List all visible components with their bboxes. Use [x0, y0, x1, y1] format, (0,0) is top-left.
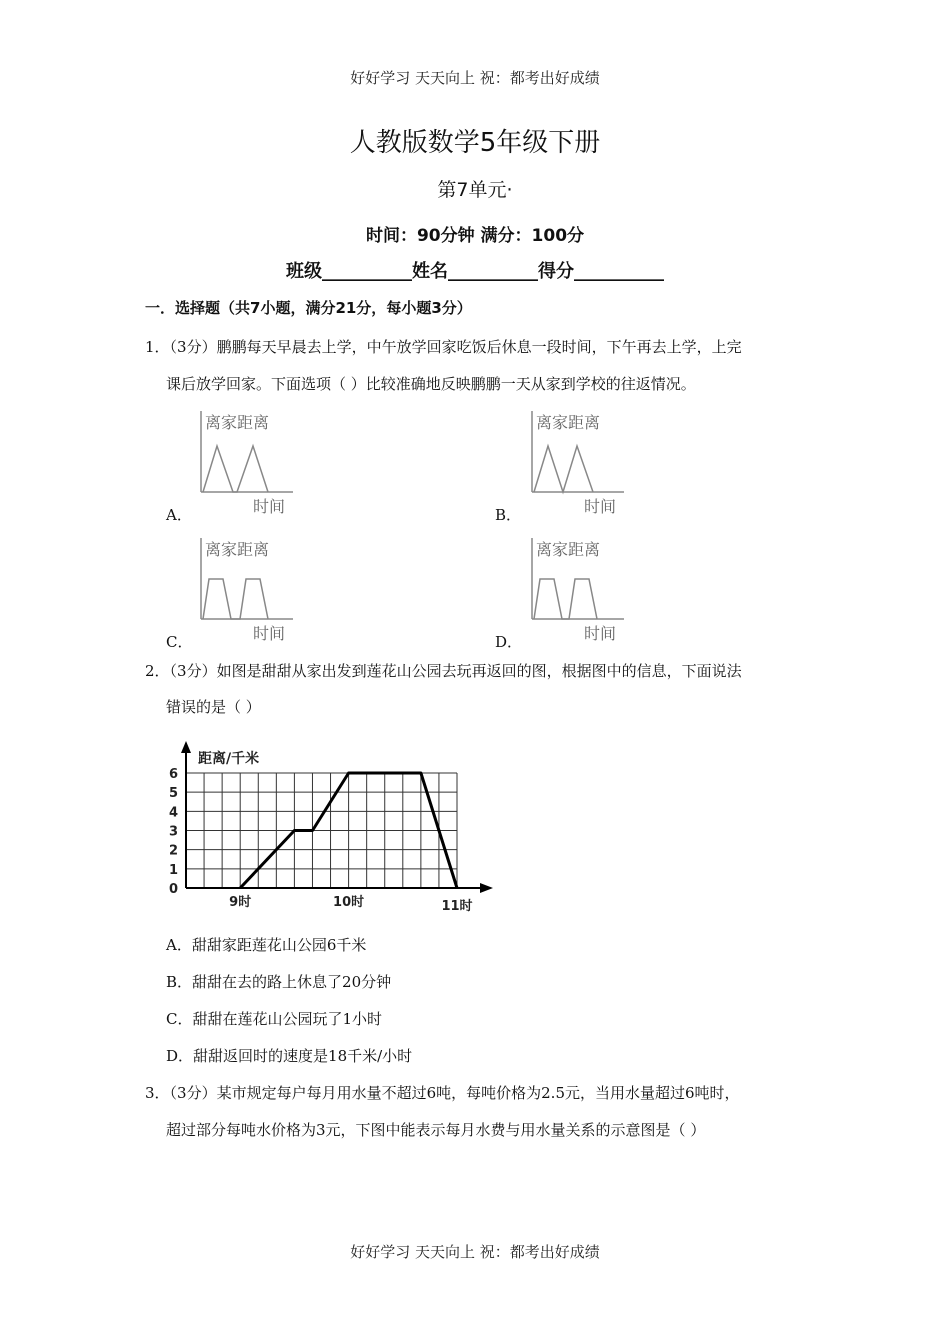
x-axis-arrow — [480, 883, 493, 893]
y-axis-label: 距离/千米 — [198, 751, 260, 767]
x-tick-label: 11时 — [441, 899, 473, 914]
y-tick-label: 5 — [168, 786, 178, 802]
q2-option-d[interactable]: D．甜甜返回时的速度是18千米/小时 — [166, 1047, 413, 1065]
q1-option-d[interactable]: D． — [495, 633, 523, 651]
graph-ylabel: 离家距离 — [205, 413, 270, 432]
y-tick-label: 4 — [168, 805, 178, 821]
q2-distance-time-chart — [160, 735, 510, 915]
graph-xlabel: 时间 — [253, 624, 286, 643]
time-and-score: 时间：90分钟 满分：100分 — [365, 226, 585, 246]
question-2-line-1: 2．（3分）如图是甜甜从家出发到莲花山公园去玩再返回的图，根据图中的信息，下面说法 — [145, 662, 742, 680]
q2-option-c[interactable]: C．甜甜在莲花山公园玩了1小时 — [166, 1010, 383, 1028]
y-tick-label: 1 — [168, 862, 178, 878]
q1-option-b[interactable]: B． — [495, 506, 522, 524]
y-tick-label: 3 — [168, 824, 178, 840]
q1-graph-a — [198, 408, 298, 518]
graph-xlabel: 时间 — [584, 624, 617, 643]
graph-ylabel: 离家距离 — [205, 540, 270, 559]
y-tick-label: 0 — [168, 882, 178, 897]
question-3-line-2: 超过部分每吨水价格为3元，下图中能表示每月水费与用水量关系的示意图是（ ） — [166, 1121, 706, 1139]
question-2-line-2: 错误的是（ ） — [166, 698, 261, 716]
graph-ylabel: 离家距离 — [536, 413, 601, 432]
y-tick-label: 6 — [168, 767, 178, 782]
graph-xlabel: 时间 — [584, 497, 617, 516]
x-tick-label: 9时 — [229, 895, 252, 910]
x-tick-label: 10时 — [333, 895, 365, 910]
question-1-line-1: 1．（3分）鹏鹏每天早晨去上学，中午放学回家吃饭后休息一段时间，下午再去上学，上完 — [145, 338, 742, 356]
question-3-line-1: 3．（3分）某市规定每户每月用水量不超过6吨，每吨价格为2.5元，当用水量超过6吨时， — [145, 1084, 740, 1102]
y-tick-label: 2 — [168, 843, 178, 859]
q1-option-c[interactable]: C． — [166, 633, 193, 651]
student-info-line: 班级__________姓名__________得分__________ — [286, 261, 664, 282]
question-1-line-2: 课后放学回家。下面选项（ ）比较准确地反映鹏鹏一天从家到学校的往返情况。 — [166, 375, 696, 393]
q1-graph-c — [198, 535, 298, 645]
unit-subtitle: 第7单元· — [437, 179, 513, 201]
q2-option-b[interactable]: B．甜甜在去的路上休息了20分钟 — [166, 973, 392, 991]
section-heading: 一．选择题（共7小题，满分21分，每小题3分） — [145, 299, 472, 317]
graph-ylabel: 离家距离 — [536, 540, 601, 559]
graph-xlabel: 时间 — [253, 497, 286, 516]
page-header: 好好学习 天天向上 祝：都考出好成绩 — [350, 69, 600, 87]
q1-option-a[interactable]: A． — [166, 506, 192, 524]
q1-graph-d — [529, 535, 629, 645]
page-footer: 好好学习 天天向上 祝：都考出好成绩 — [350, 1243, 600, 1261]
y-axis-arrow — [181, 741, 191, 753]
q1-graph-b — [529, 408, 629, 518]
q2-option-a[interactable]: A．甜甜家距莲花山公园6千米 — [166, 936, 367, 954]
document-title: 人教版数学5年级下册 — [349, 128, 601, 158]
